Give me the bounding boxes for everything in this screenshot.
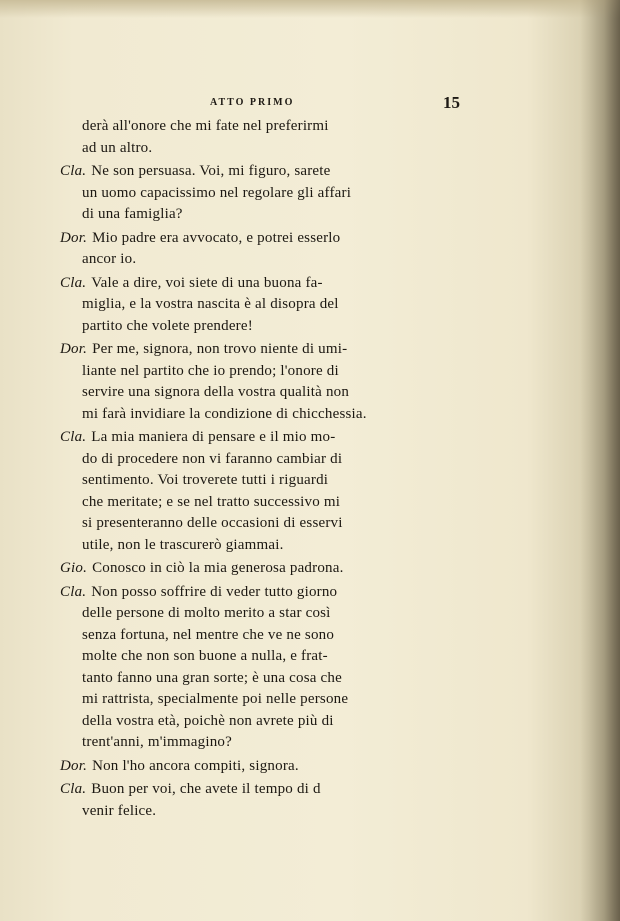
dialogue-entry: [60, 756, 460, 778]
text-line: [60, 161, 460, 183]
text-line: [60, 228, 460, 250]
line-text: partito che volete prendere!: [82, 317, 253, 334]
running-title: ATTO PRIMO: [210, 97, 295, 108]
text-line: [60, 470, 460, 492]
line-text: Mio padre era avvocato, e potrei esserlo: [92, 229, 341, 246]
page-header: [80, 93, 460, 115]
text-line: [60, 183, 460, 205]
text-line: [60, 361, 460, 383]
line-text: Buon per voi, che avete il tempo di d: [91, 781, 321, 797]
line-text: un uomo capacissimo nel regolare gli affari: [82, 184, 352, 201]
text-line: [60, 404, 460, 426]
text-line: [60, 801, 460, 823]
dialogue-entry: [60, 339, 460, 425]
line-text: Non l'ho ancora compiti, signora.: [92, 757, 299, 774]
line-text: servire una signora della vostra qualità non: [82, 384, 350, 400]
dialogue-entry: [60, 273, 460, 338]
text-line: [60, 273, 460, 295]
line-text: do di procedere non vi faranno cambiar di: [82, 450, 343, 467]
text-line: [60, 558, 460, 580]
dialogue-entry: [60, 427, 460, 556]
line-text: mi rattrista, specialmente poi nelle persone: [82, 691, 349, 707]
line-text: mi farà invidiare la condizione di chicchessia.: [82, 405, 367, 422]
line-text: ancor io.: [82, 251, 137, 267]
line-text: liante nel partito che io prendo; l'onore di: [82, 362, 339, 379]
text-line: [60, 535, 460, 557]
line-text: La mia maniera di pensare e il mio mo-: [91, 429, 336, 445]
text-line: [60, 294, 460, 316]
line-text: miglia, e la vostra nascita è al disopra del: [82, 296, 339, 312]
text-line: [60, 646, 460, 668]
line-text: Non posso soffrire di veder tutto giorno: [91, 583, 338, 600]
text-line: [60, 316, 460, 338]
speaker-label: Dor.: [60, 757, 88, 774]
text-line: [60, 427, 460, 449]
line-text: delle persone di molto merito a star così: [82, 605, 331, 621]
text-line: [60, 513, 460, 535]
text-line: [60, 756, 460, 778]
text-line: [60, 603, 460, 625]
line-text: molte che non son buone a nulla, e frat-: [82, 648, 328, 664]
text-line: [60, 249, 460, 271]
line-text: ad un altro.: [82, 139, 153, 156]
text-line: [60, 689, 460, 711]
line-text: Vale a dire, voi siete di una buona fa-: [91, 274, 323, 291]
dialogue-entry: [60, 161, 460, 226]
line-text: senza fortuna, nel mentre che ve ne sono: [82, 626, 335, 643]
dialogue-entry: [60, 558, 460, 580]
line-text: derà all'onore che mi fate nel preferirmi: [82, 118, 329, 134]
text-line: [60, 116, 460, 138]
text-line: [60, 382, 460, 404]
text-line: [60, 711, 460, 733]
speaker-label: Cla.: [60, 583, 87, 600]
line-text: Per me, signora, non trovo niente di umi-: [92, 341, 348, 357]
speaker-label: Cla.: [60, 781, 87, 797]
speaker-label: Cla.: [60, 429, 87, 445]
dialogue-entry: [60, 228, 460, 271]
line-text: Ne son persuasa. Voi, mi figuro, sarete: [91, 163, 331, 179]
text-line: [60, 625, 460, 647]
speaker-label: Gio.: [60, 560, 88, 576]
line-text: sentimento. Voi troverete tutti i riguardi: [82, 472, 329, 488]
line-text: della vostra età, poichè non avrete più di: [82, 712, 334, 729]
text-line: [60, 339, 460, 361]
page-number: 15: [443, 93, 460, 112]
line-text: utile, non le trascurerò giammai.: [82, 536, 284, 553]
line-text: di una famiglia?: [82, 206, 183, 222]
line-text: che meritate; e se nel tratto successivo mi: [82, 493, 341, 510]
dialogue-entry: [60, 582, 460, 754]
speaker-label: Dor.: [60, 229, 88, 246]
line-text: tanto fanno una gran sorte; è una cosa che: [82, 669, 342, 686]
speaker-label: Cla.: [60, 163, 87, 179]
speaker-label: Dor.: [60, 341, 88, 357]
text-line: [60, 668, 460, 690]
line-text: si presenteranno delle occasioni di esservi: [82, 515, 343, 531]
line-text: venir felice.: [82, 802, 157, 819]
line-text: trent'anni, m'immagino?: [82, 734, 232, 750]
text-line: [60, 449, 460, 471]
text-line: [60, 582, 460, 604]
line-text: Conosco in ciò la mia generosa padrona.: [92, 560, 344, 576]
speaker-label: Cla.: [60, 274, 87, 291]
dialogue-text: [60, 116, 460, 824]
text-line: [60, 732, 460, 754]
text-line: [60, 492, 460, 514]
text-line: [60, 138, 460, 160]
spine-shadow: [580, 0, 620, 921]
text-line: [60, 204, 460, 226]
dialogue-entry: [60, 779, 460, 822]
text-line: [60, 779, 460, 801]
dialogue-entry: [60, 116, 460, 159]
